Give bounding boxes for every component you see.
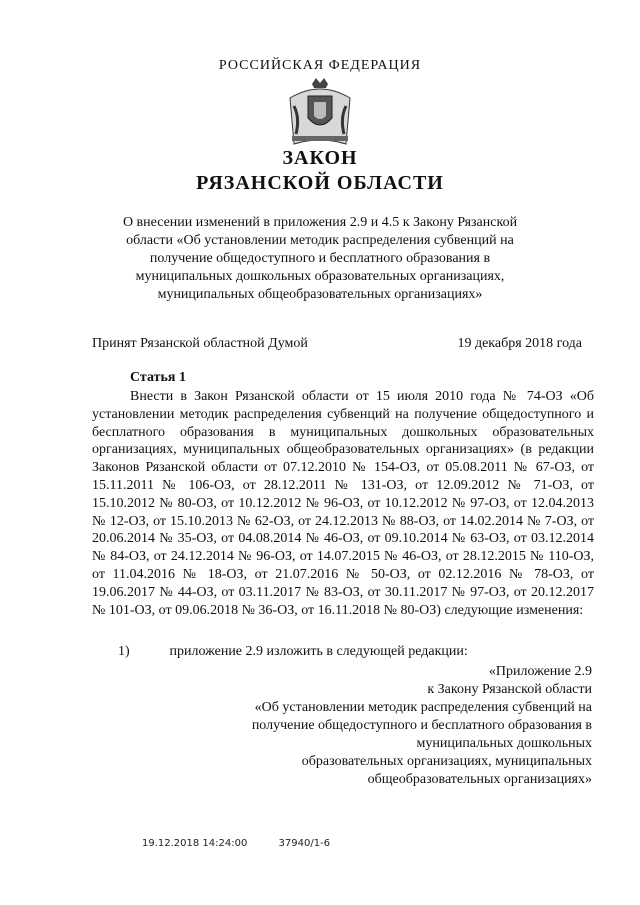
country-heading: РОССИЙСКАЯ ФЕДЕРАЦИЯ xyxy=(218,58,422,73)
appendix-line: «Об установлении методик распределения субвенций на xyxy=(254,700,592,715)
law-title-line1: ЗАКОН xyxy=(282,147,358,169)
footer xyxy=(142,838,330,849)
footer-doc-id: 37940/1-6 xyxy=(278,838,331,849)
law-title xyxy=(0,146,640,196)
law-subject: О внесении изменений в приложения 2.9 и 4.5 к Закону Рязанской области «Об установлении методик распределения субвенций на получение общедоступного и бесплатного образования в муниципальных дошкольных образовательных организациях, муниципальных общеобразовательных организациях» xyxy=(122,215,518,302)
law-title-line2: РЯЗАНСКОЙ ОБЛАСТИ xyxy=(196,172,444,194)
article-heading: Статья 1 xyxy=(130,370,186,385)
adoption-date: 19 декабря 2018 года xyxy=(457,336,582,351)
appendix-line: «Приложение 2.9 xyxy=(488,664,592,679)
coat-of-arms-icon xyxy=(284,78,356,148)
appendix-line: муниципальных дошкольных xyxy=(416,736,592,751)
appendix-line: образовательных организациях, муниципальных xyxy=(301,754,592,769)
footer-timestamp: 19.12.2018 14:24:00 xyxy=(142,838,248,849)
appendix-line: получение общедоступного и бесплатного образования в xyxy=(251,718,592,733)
appendix-line: к Закону Рязанской области xyxy=(427,682,592,697)
amendment-item xyxy=(118,644,468,660)
adoption-line xyxy=(92,336,582,352)
item-text: приложение 2.9 изложить в следующей редакции: xyxy=(169,644,468,659)
adopted-by: Принят Рязанской областной Думой xyxy=(92,336,308,351)
article-body: Внести в Закон Рязанской области от 15 июля 2010 года № 74-ОЗ «Об установлении методик распределения субвенций на получение общедоступного и бесплатного образования в муниципальных дошкольных образовательных организациях, муниципальных общеобразовательных организациях» (в редакции Законов Рязанской области от 07.12.2010 № 154-ОЗ, от 05.08.2011 № 67-ОЗ, от 15.11.2011 № 106-ОЗ, от 28.12.2011 № 131-ОЗ, от 12.09.2012 № 71-ОЗ, от 15.10.2012 № 80-ОЗ, от 10.12.2012 № 96-ОЗ, от 10.12.2012 № 97-ОЗ, от 12.04.2013 № 12-ОЗ, от 15.10.2013 № 62-ОЗ, от 24.12.2013 № 88-ОЗ, от 14.02.2014 № 7-ОЗ, от 20.06.2014 № 35-ОЗ, от 04.08.2014 № 46-ОЗ, от 09.10.2014 № 63-ОЗ, от 03.12.2014 № 84-ОЗ, от 24.12.2014 № 96-ОЗ, от 14.07.2015 № 46-ОЗ, от 28.12.2015 № 110-ОЗ, от 11.04.2016 № 18-ОЗ, от 21.07.2016 № 50-ОЗ, от 02.12.2016 № 78-ОЗ, от 19.06.2017 № 44-ОЗ, от 03.11.2017 № 83-ОЗ, от 30.11.2017 № 97-ОЗ, от 20.12.2017 № 101-ОЗ, от 09.06.2018 № 36-ОЗ, от 16.11.2018 № 80-ОЗ) следующие изменения: xyxy=(92,389,594,618)
item-number: 1) xyxy=(118,644,130,659)
appendix-caption xyxy=(172,663,592,789)
appendix-line: общеобразовательных организациях» xyxy=(367,772,592,787)
